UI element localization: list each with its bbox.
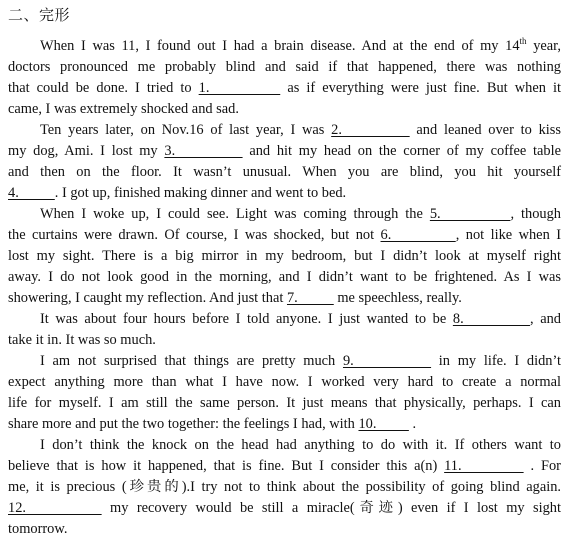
paragraph-5-line-1	[40, 351, 561, 372]
paragraph-3-line-2	[8, 225, 561, 246]
paragraph-3-line-1	[40, 204, 561, 225]
line-text: believe that is how it happened, that is fine. But I consider this a(n)	[8, 458, 445, 474]
blank-9[interactable]: 9.	[342, 353, 432, 369]
line-text: and leaned over to kiss	[409, 122, 561, 138]
line-text: showering, I caught my reflection. And just that	[8, 290, 287, 306]
paragraph-6-line-4	[8, 498, 561, 519]
line-text: .	[408, 416, 417, 432]
line-text: year,	[526, 38, 561, 54]
line-text: Ten years later, on Nov.16 of last year, I was	[40, 122, 332, 138]
blank-5[interactable]: 5.	[429, 206, 511, 222]
paragraph-1-line-4: came, I was extremely shocked and sad.	[8, 101, 239, 117]
paragraph-5-line-2: expect anything more than what I have now. I worked very hard to create a normal	[8, 374, 561, 390]
section-heading: 二、完形	[8, 6, 71, 24]
paragraph-2-line-3: and then on the floor. It wasn’t unusual. When you are blind, you hit yourself	[8, 164, 561, 180]
blank-8[interactable]: 8.	[452, 311, 530, 327]
paragraph-4-line-1	[40, 309, 561, 330]
line-text: When I woke up, I could see. Light was coming through the	[40, 206, 430, 222]
blank-2[interactable]: 2.	[331, 122, 410, 138]
blank-10[interactable]: 10.	[358, 416, 409, 432]
paragraph-1-line-1	[40, 36, 561, 57]
paragraph-3-line-5	[8, 288, 561, 309]
line-text: When I was 11, I found out I had a brain disease. And at the end of my 14	[40, 38, 520, 54]
line-text: that could be done. I tried to	[8, 80, 199, 96]
blank-4[interactable]: 4.	[8, 185, 55, 201]
paragraph-1-line-3	[8, 78, 561, 99]
line-text: share more and put the two together: the feelings I had, with	[8, 416, 359, 432]
blank-6[interactable]: 6.	[380, 227, 456, 243]
paragraph-3-line-4: away. I do not look good in the morning, and I didn’t want to be frightened. As I was	[8, 269, 561, 285]
line-text: me speechless, really.	[333, 290, 462, 306]
paragraph-2-line-2	[8, 141, 561, 162]
line-text: , not like when I	[455, 227, 561, 243]
line-text: the curtains were drawn. Of course, I was shocked, but not	[8, 227, 381, 243]
line-text: , though	[510, 206, 561, 222]
paragraph-6-line-5: tomorrow.	[8, 521, 68, 537]
paragraph-5-line-4	[8, 414, 561, 435]
paragraph-6-line-1: I don’t think the knock on the head had anything to do with it. If others want to	[40, 437, 561, 453]
paragraph-5-line-3: life for myself. I am still the same person. It just means that physically, perhaps. I can	[8, 395, 561, 411]
blank-1[interactable]: 1.	[198, 80, 281, 96]
line-text: . For	[523, 458, 561, 474]
line-text: , and	[529, 311, 561, 327]
line-text: in my life. I didn’t	[431, 353, 561, 369]
blank-3[interactable]: 3.	[164, 143, 243, 159]
blank-7[interactable]: 7.	[286, 290, 334, 306]
line-text: and hit my head on the corner of my coffee table	[242, 143, 561, 159]
paragraph-3-line-3: lost my sight. There is a big mirror in my bedroom, but I didn’t look at myself right	[8, 248, 561, 264]
paragraph-4-line-2: take it in. It was so much.	[8, 332, 156, 348]
line-text: as if everything were just fine. But when it	[280, 80, 561, 96]
line-text: my dog, Ami. I lost my	[8, 143, 165, 159]
blank-11[interactable]: 11.	[444, 458, 524, 474]
line-text: my recovery would be still a miracle(奇迹) even if I lost my sight	[101, 500, 561, 516]
line-text: I am not surprised that things are pretty much	[40, 353, 343, 369]
paragraph-6-line-2	[8, 456, 561, 477]
paragraph-2-line-1	[40, 120, 561, 141]
paragraph-6-line-3: me, it is precious (珍贵的).I try not to think about the possibility of going blind again.	[8, 479, 561, 495]
superscript-text: th	[519, 36, 527, 46]
line-text: It was about four hours before I told anyone. I just wanted to be	[40, 311, 453, 327]
paragraph-2-line-4	[8, 183, 561, 204]
line-text: . I got up, finished making dinner and went to bed.	[54, 185, 347, 201]
paragraph-1-line-2: doctors pronounced me probably blind and said if that happened, there was nothing	[8, 59, 561, 75]
blank-12[interactable]: 12.	[8, 500, 102, 516]
